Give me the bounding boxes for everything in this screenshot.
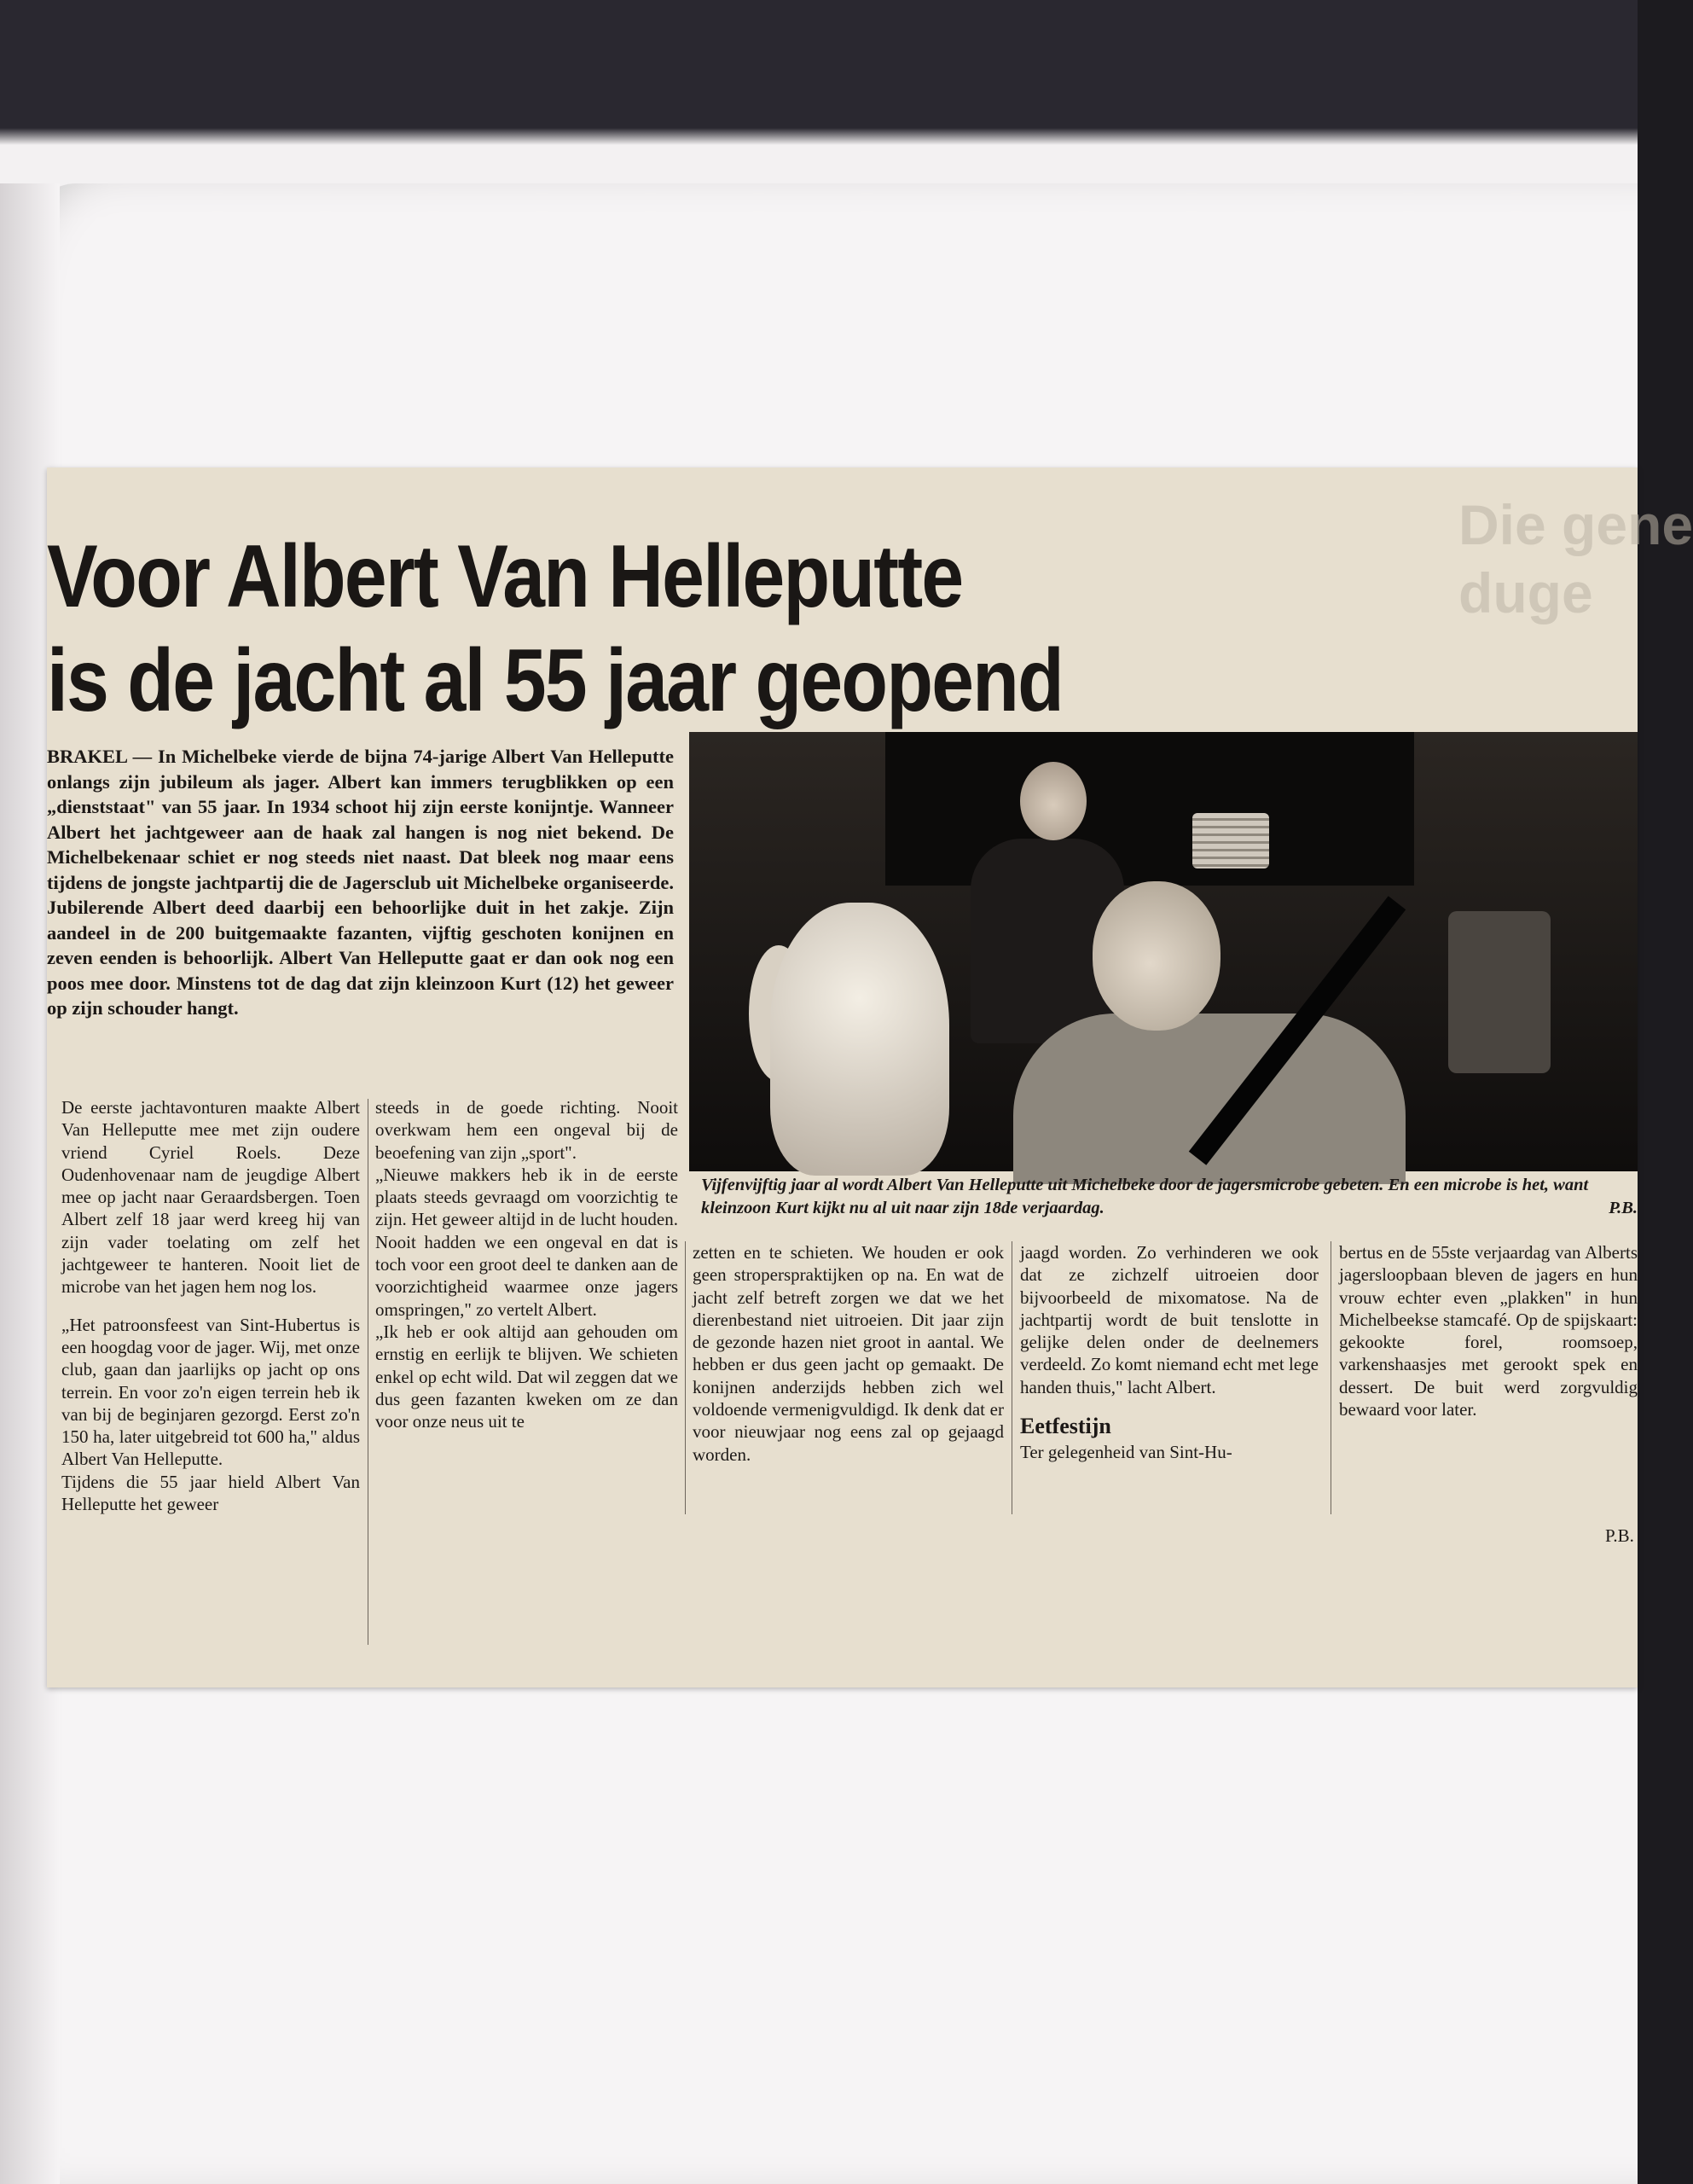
clipping-tail — [47, 1587, 392, 1687]
column-5 — [1339, 1241, 1638, 1420]
column-1-paragraph-2: „Het patroonsfeest van Sint-Hubertus is een hoogdag voor de jager. Wij, met onze club, gaan dan jaarlijks op jacht op ons terrein. En voor zo'n eigen terrein heb ik van bij de beginjaren gezorgd. Eerst zo'n 150 ha, later uitgebreid tot 600 ha," aldus Albert Van Helleputte. — [61, 1314, 360, 1470]
article-end-credit: P.B. — [1605, 1525, 1634, 1546]
column-1-paragraph-1: De eerste jachtavonturen maakte Albert Van Helleputte mee met zijn oudere vriend Cyriel Roels. Deze Oudenhovenaar nam de jeugdige Albert mee op jacht naar Geraardsbergen. Toen Albert zelf 18 jaar werd kreeg hij van zijn vader toelating om zelf het jachtgeweer te hanteren. Nooit liet de microbe van het jagen hem nog los. — [61, 1097, 360, 1298]
photo-credit: P.B. — [1609, 1199, 1638, 1217]
column-1-paragraph-3: Tijdens die 55 jaar hield Albert Van Helleputte het geweer — [61, 1471, 360, 1515]
column-3 — [693, 1241, 1004, 1466]
photo-caption — [701, 1174, 1638, 1220]
column-2-paragraph-2: „Nieuwe makkers heb ik in de eerste plaats steeds gevraagd om voorzichtig te zijn. Het geweer altijd in de lucht houden. Nooit hadden we een ongeval en dat is toch voor een groot deel te danken aan de voorzichtigheid waarmee onze jagers omspringen," zo vertelt Albert. — [375, 1164, 678, 1320]
column-1 — [61, 1096, 360, 1515]
headline — [47, 525, 1220, 733]
column-3-paragraph-1: zetten en te schieten. We houden er ook geen stroperspraktijken op na. En wat de jacht zelf betreft zorgen we dat we het dierenbestand niet uitroeien. Dit jaar zijn de gezonde hazen niet groot in aantal. We hebben er dus geen jacht op gemaakt. De konijnen anderzijds hebben zich wel voldoende vermenigvuldigd. Ik denk dat er voor nieuwjaar nog eens zal op gejaagd worden. — [693, 1242, 1004, 1465]
headline-line-1: Voor Albert Van Helleputte — [47, 527, 963, 626]
column-2 — [375, 1096, 678, 1432]
column-4-paragraph-2: Ter gelegenheid van Sint-Hu- — [1020, 1442, 1232, 1463]
lead-paragraph: BRAKEL — In Michelbeke vierde de bijna 74-jarige Albert Van Helleputte onlangs zijn jubileum als jager. Albert kan immers terugblikken op een „dienststaat" van 55 jaar. In 1934 schoot hij zijn eerste konijntje. Wanneer Albert het jachtgeweer aan de haak zal hangen is nog niet bekend. De Michelbekenaar schiet er nog steeds niet naast. Dat bleek nog maar eens tijdens de jongste jachtpartij die de Jagersclub uit Michelbeke organiseerde. Jubilerende Albert deed daarbij een behoorlijke duit in het zakje. Zijn aandeel in de 200 buitgemaakte fazanten, vijftig geschoten konijnen en zeven eenden is behoorlijk. Albert Van Helleputte gaat er dan ook nog een poos mee door. Minstens tot de dag dat zijn kleinzoon Kurt (12) het geweer op zijn schouder hangt. — [47, 746, 674, 1019]
column-5-paragraph-1: bertus en de 55ste verjaardag van Alberts jagersloopbaan bleven de jagers en hun vrouw echter even „plakken" in hun Michelbeekse stamcafé. Op de spijskaart: gekookte forel, roomsoep, varkenshaasjes met gerookt spek en dessert. De buit werd zorgvuldig bewaard voor later. — [1339, 1242, 1638, 1420]
column-2-paragraph-1: steeds in de goede richting. Nooit overkwam hem een ongeval bij de beoefening van zijn „sport". — [375, 1097, 678, 1163]
article-photo — [689, 732, 1638, 1171]
column-2-paragraph-3: „Ik heb er ook altijd aan gehouden om ernstig en eerlijk te blijven. We schieten enkel op echt wild. Dat wil zeggen dat we dus geen fazanten kweken om ze dan voor onze neus uit te — [375, 1321, 678, 1432]
photo-caption-text: Vijfenvijftig jaar al wordt Albert Van Helleputte uit Michelbeke door de jagersmicrobe gebeten. En een microbe is het, want kleinzoon Kurt kijkt nu al uit naar zijn 18de verjaardag. — [701, 1176, 1589, 1217]
subheading-eetfestijn: Eetfestijn — [1020, 1414, 1111, 1439]
column-4-paragraph-1: jaagd worden. Zo verhinderen we ook dat ze zichzelf uitroeien door bijvoorbeeld de mixomatose. Na de jachtpartij wordt de buit tenslotte in gelijke delen onder de deelnemers verdeeld. Zo komt niemand echt met lege handen thuis," lacht Albert. — [1020, 1242, 1319, 1397]
column-4 — [1020, 1241, 1319, 1463]
column-divider — [685, 1241, 686, 1514]
headline-line-2: is de jacht al 55 jaar geopend — [47, 631, 1064, 730]
neighbouring-article-bleed: Die gene duge — [1458, 493, 1693, 624]
